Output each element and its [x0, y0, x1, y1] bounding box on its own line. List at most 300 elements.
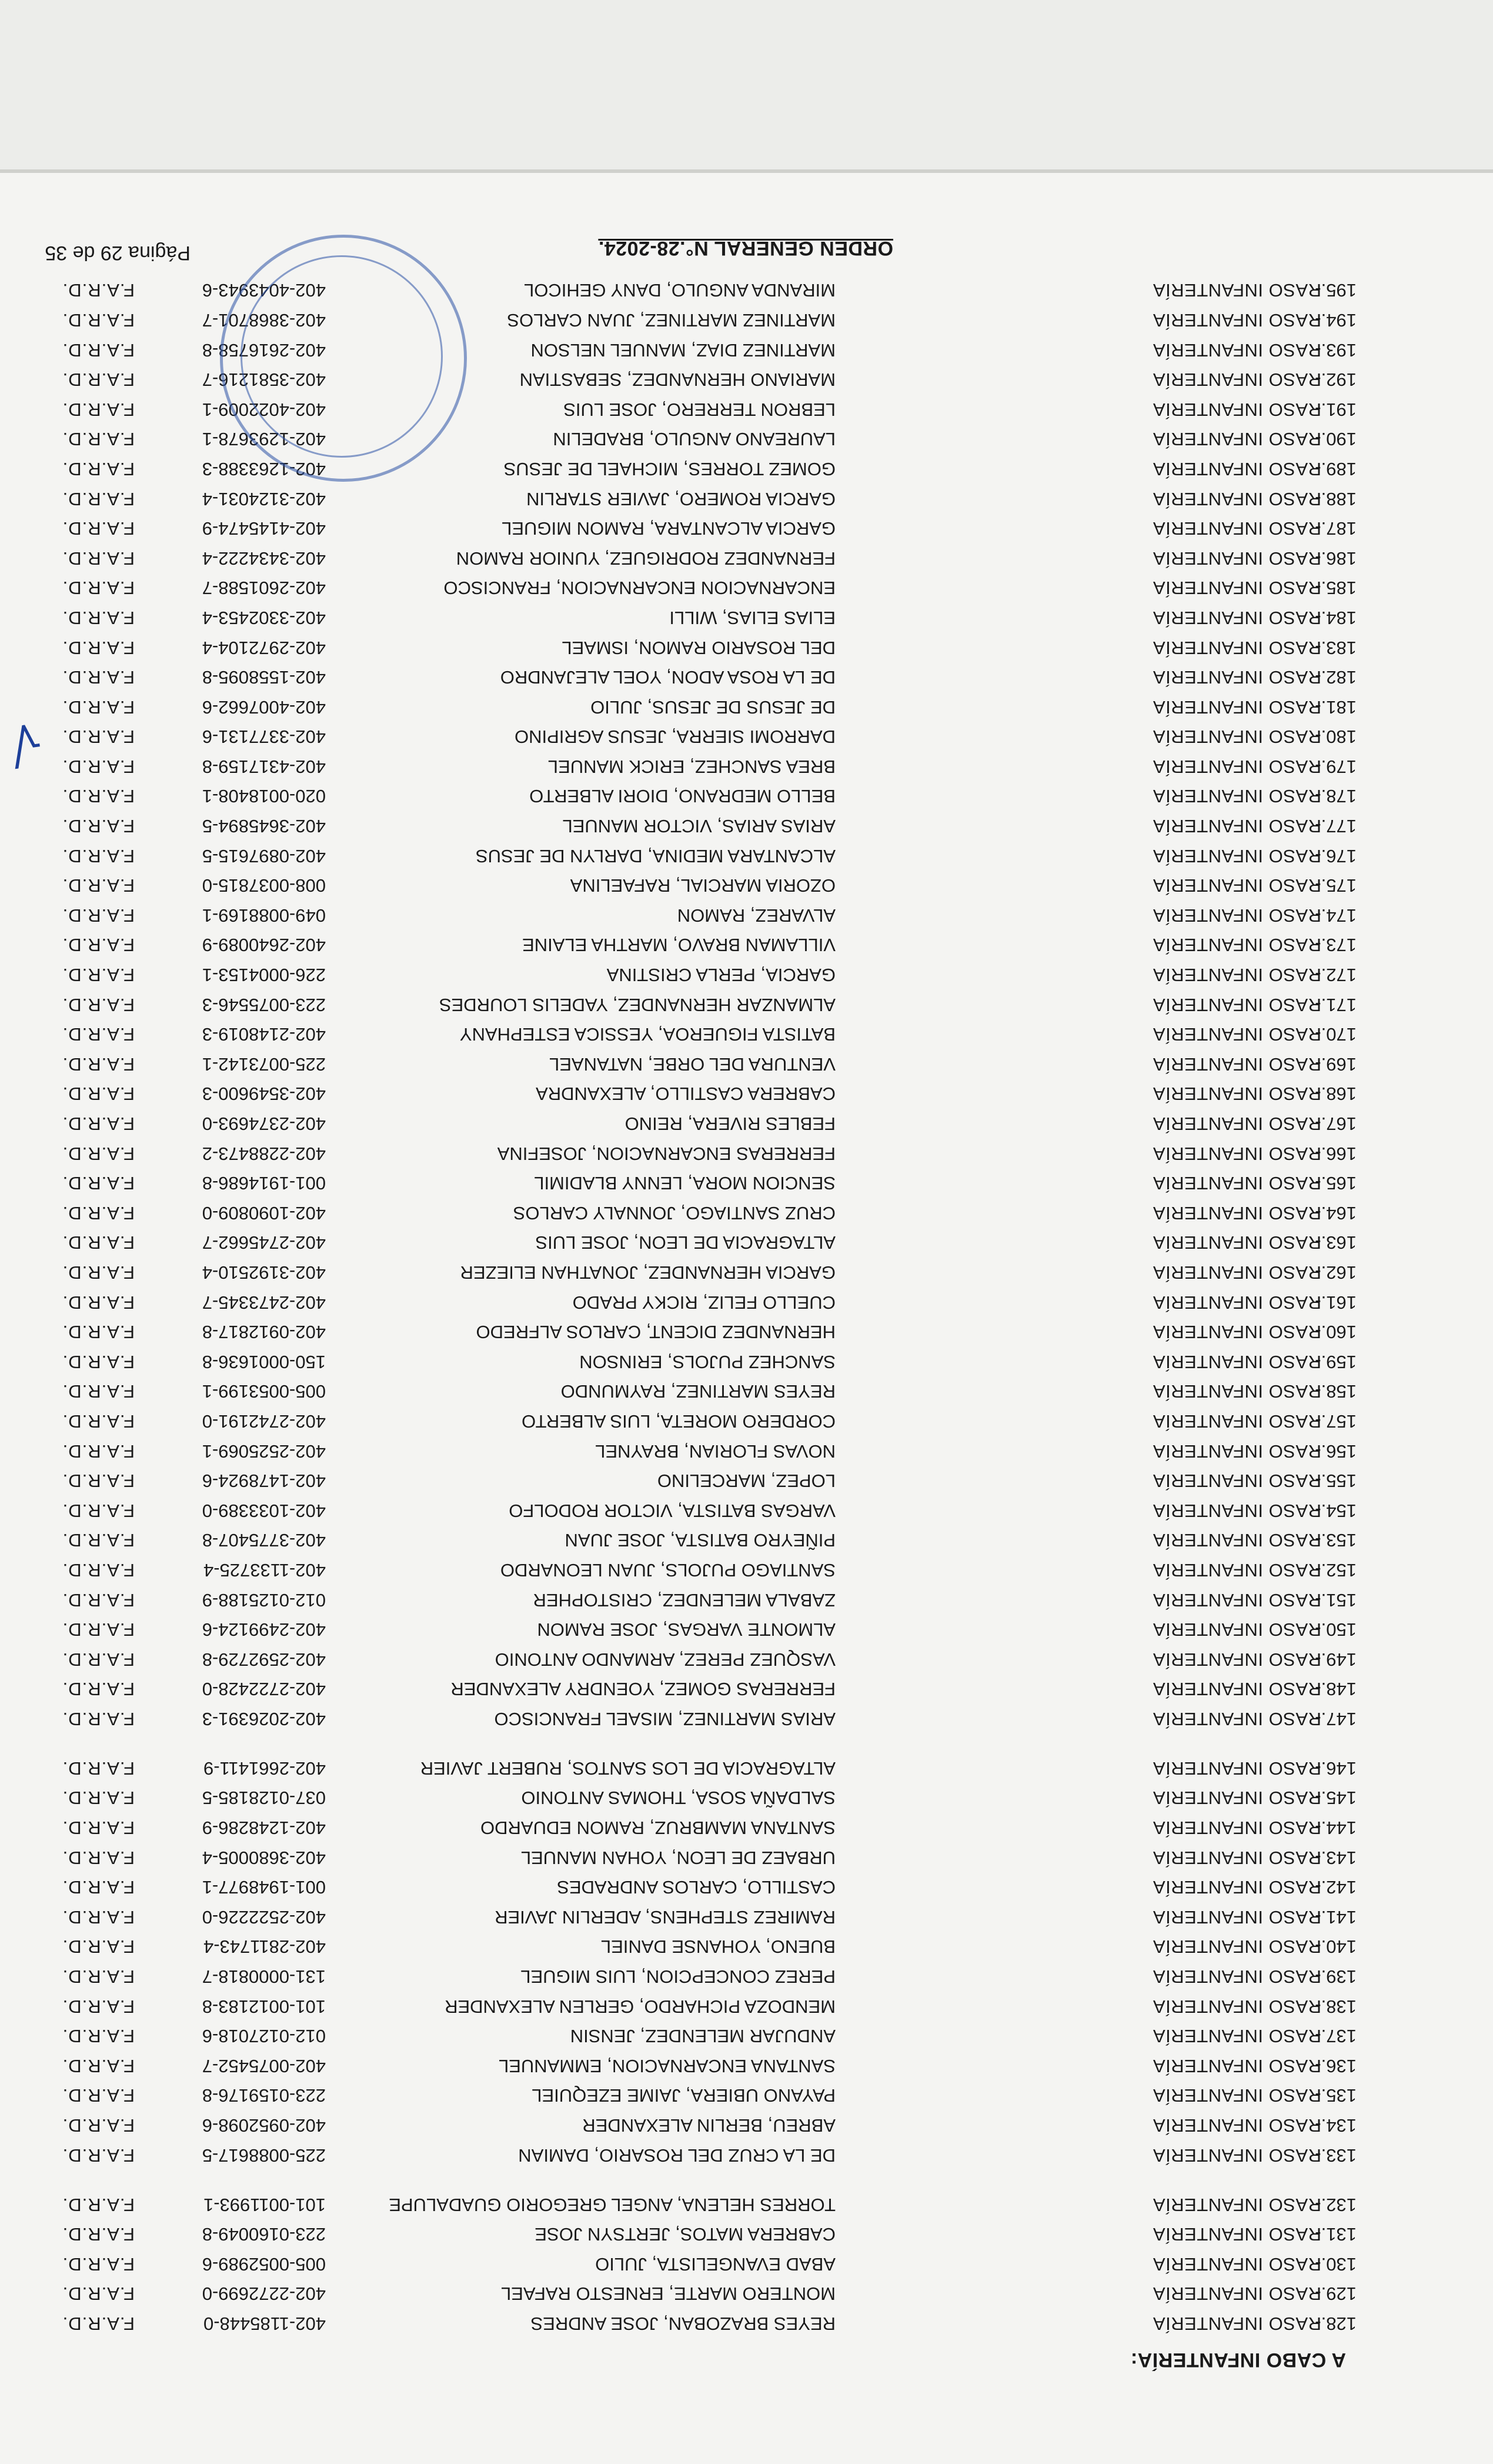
- row-id-number: 037-0128185-5: [202, 1788, 326, 1809]
- row-name: ANDUJAR MELENDEZ, JENSIN: [570, 2026, 836, 2047]
- row-name: SALDAÑA SOSA, THOMAS ANTONIO: [521, 1788, 836, 1809]
- row-institution: F.A.R.D.: [62, 369, 135, 391]
- row-id-number: 402-2722428-0: [202, 1679, 326, 1700]
- row-number: 179.-: [1315, 756, 1357, 777]
- row-name: ABREU, BERLIN ALEXANDER: [582, 2115, 836, 2136]
- row-number: 165.-: [1315, 1173, 1357, 1194]
- row-number: 154.-: [1315, 1500, 1357, 1521]
- row-id-number: 402-3377131-6: [202, 726, 326, 748]
- row-rank: RASO INFANTERÍA: [1153, 1679, 1321, 1700]
- handwritten-check-mark: √: [7, 712, 45, 774]
- row-name: VASQUEZ PEREZ, ARMANDO ANTONIO: [495, 1649, 836, 1670]
- list-row: [0, 1673, 1493, 1703]
- list-row: [0, 1960, 1493, 1990]
- row-name: VENTURA DEL ORBE, NATANAEL: [549, 1053, 836, 1075]
- row-number: 180.-: [1315, 726, 1357, 748]
- row-number: 148.-: [1315, 1679, 1357, 1700]
- row-institution: F.A.R.D.: [62, 2283, 135, 2305]
- row-id-number: 402-0075452-7: [202, 2055, 326, 2076]
- row-name: PAYANO UBIERA, JAIME EZEQUIEL: [532, 2085, 836, 2106]
- list-row: [0, 1990, 1493, 2020]
- row-number: 182.-: [1315, 667, 1357, 688]
- row-rank: RASO INFANTERÍA: [1153, 1441, 1321, 1462]
- row-number: 166.-: [1315, 1143, 1357, 1164]
- row-name: ENCARNACION ENCARNACION, FRANCISCO: [443, 578, 836, 599]
- row-name: ARIAS ARIAS, VICTOR MANUEL: [562, 816, 836, 837]
- list-row: [0, 1108, 1493, 1138]
- row-rank: RASO INFANTERÍA: [1153, 1173, 1321, 1194]
- row-institution: F.A.R.D.: [62, 1143, 135, 1164]
- row-name: DE LA ROSA ADON, YOEL ALEJANDRO: [500, 667, 836, 688]
- row-number: 153.-: [1315, 1530, 1357, 1551]
- row-institution: F.A.R.D.: [62, 1877, 135, 1898]
- row-id-number: 223-0160049-8: [202, 2224, 326, 2245]
- row-name: CUELLO FELIZ, RICKY PRADO: [572, 1292, 836, 1313]
- list-row: [0, 1256, 1493, 1286]
- row-institution: F.A.R.D.: [62, 280, 135, 301]
- row-id-number: 402-1263388-3: [202, 458, 326, 479]
- list-row: [0, 1931, 1493, 1961]
- row-institution: F.A.R.D.: [62, 310, 135, 331]
- row-id-number: 402-3549600-3: [202, 1083, 326, 1105]
- row-id-number: 402-4022009-1: [202, 399, 326, 420]
- row-name: VARGAS BATISTA, VICTOR RODOLFO: [509, 1500, 836, 1521]
- row-institution: F.A.R.D.: [62, 578, 135, 599]
- page-edge: [0, 169, 1493, 173]
- row-institution: F.A.R.D.: [62, 637, 135, 658]
- row-id-number: 226-0004153-1: [202, 965, 326, 986]
- row-name: ALTAGRACIA DE LOS SANTOS, RUBERT JAVIER: [420, 1758, 836, 1779]
- list-row: [0, 2080, 1493, 2110]
- row-name: MARIANO HERNANDEZ, SEBASTIAN: [519, 369, 836, 391]
- row-name: PEREZ CONCEPCION, LUIS MIGUEL: [520, 1966, 836, 1988]
- row-institution: F.A.R.D.: [62, 1818, 135, 1839]
- row-name: REYES MARTINEZ, RAYMUNDO: [560, 1381, 836, 1402]
- row-name: SENCION MORA, LENNY BLADIMIL: [534, 1173, 836, 1194]
- row-id-number: 402-2972104-4: [202, 637, 326, 658]
- row-number: 167.-: [1315, 1113, 1357, 1135]
- row-number: 151.-: [1315, 1589, 1357, 1611]
- row-name: GARCIA, PERLA CRISTINA: [606, 965, 836, 986]
- row-name: URBAEZ DE LEON, YOHAN MANUEL: [520, 1847, 836, 1868]
- list-row: [0, 1643, 1493, 1673]
- row-name: MONTERO MARTE, ERNESTO RAFAEL: [500, 2283, 836, 2305]
- row-institution: F.A.R.D.: [62, 2055, 135, 2076]
- list-row: [0, 275, 1493, 305]
- list-row: [0, 2139, 1493, 2169]
- list-row: [0, 1138, 1493, 1168]
- row-name: BREA SANCHEZ, ERICK MANUEL: [547, 756, 836, 777]
- row-number: 164.-: [1315, 1202, 1357, 1223]
- row-institution: F.A.R.D.: [62, 518, 135, 539]
- row-name: BATISTA FIGUEROA, YESSICA ESTEPHANY: [459, 1024, 836, 1045]
- row-number: 186.-: [1315, 548, 1357, 569]
- row-number: 170.-: [1315, 1024, 1357, 1045]
- row-id-number: 402-2640089-9: [202, 935, 326, 956]
- row-institution: F.A.R.D.: [62, 607, 135, 628]
- row-institution: F.A.R.D.: [62, 1411, 135, 1432]
- row-id-number: 402-3434222-4: [202, 548, 326, 569]
- row-rank: RASO INFANTERÍA: [1153, 667, 1321, 688]
- row-number: 187.-: [1315, 518, 1357, 539]
- row-id-number: 001-1914686-8: [202, 1173, 326, 1194]
- list-row: [0, 2248, 1493, 2278]
- row-rank: RASO INFANTERÍA: [1153, 935, 1321, 956]
- list-row: [0, 899, 1493, 929]
- row-institution: F.A.R.D.: [62, 1679, 135, 1700]
- row-name: LAUREANO ANGULO, BRADELIN: [553, 429, 836, 450]
- list-row: [0, 840, 1493, 870]
- row-name: LEBRON TERRERO, JOSE LUIS: [563, 399, 836, 420]
- row-rank: RASO INFANTERÍA: [1153, 1589, 1321, 1611]
- list-row: [0, 632, 1493, 662]
- row-institution: F.A.R.D.: [62, 2313, 135, 2334]
- row-number: 195.-: [1315, 280, 1357, 301]
- row-id-number: 402-1248286-9: [202, 1818, 326, 1839]
- row-institution: F.A.R.D.: [62, 1847, 135, 1868]
- row-institution: F.A.R.D.: [62, 1232, 135, 1253]
- row-rank: RASO INFANTERÍA: [1153, 429, 1321, 450]
- row-rank: RASO INFANTERÍA: [1153, 994, 1321, 1015]
- row-id-number: 402-1185448-0: [203, 2313, 326, 2334]
- row-name: REYES BRAZOBAN, JOSE ANDRES: [530, 2313, 836, 2334]
- row-number: 190.-: [1315, 429, 1357, 450]
- row-rank: RASO INFANTERÍA: [1153, 2085, 1321, 2106]
- row-institution: F.A.R.D.: [62, 1530, 135, 1551]
- row-name: MARTINEZ DIAZ, MANUEL NELSON: [530, 339, 836, 361]
- row-rank: RASO INFANTERÍA: [1153, 965, 1321, 986]
- row-rank: RASO INFANTERÍA: [1153, 1788, 1321, 1809]
- row-number: 175.-: [1315, 875, 1357, 896]
- row-institution: F.A.R.D.: [62, 816, 135, 837]
- row-number: 134.-: [1315, 2115, 1357, 2136]
- row-rank: RASO INFANTERÍA: [1153, 726, 1321, 748]
- row-institution: F.A.R.D.: [62, 667, 135, 688]
- row-id-number: 012-0125188-9: [202, 1589, 326, 1611]
- list-row: [0, 1782, 1493, 1812]
- list-row: [0, 2050, 1493, 2080]
- row-institution: F.A.R.D.: [62, 2253, 135, 2275]
- row-name: TORRES HELENA, ANGEL GREGORIO GUADALUPE: [389, 2194, 836, 2215]
- row-rank: RASO INFANTERÍA: [1153, 1559, 1321, 1581]
- row-number: 191.-: [1315, 399, 1357, 420]
- row-id-number: 402-4145474-9: [202, 518, 326, 539]
- list-row: [0, 1584, 1493, 1614]
- row-rank: RASO INFANTERÍA: [1153, 1758, 1321, 1779]
- list-row: [0, 1872, 1493, 1902]
- row-number: 143.-: [1315, 1847, 1357, 1868]
- row-number: 178.-: [1315, 786, 1357, 807]
- row-name: BELLO MEDRANO, DIORI ALBERTO: [529, 786, 836, 807]
- row-rank: RASO INFANTERÍA: [1153, 1996, 1321, 2017]
- row-institution: F.A.R.D.: [62, 1083, 135, 1105]
- row-rank: RASO INFANTERÍA: [1153, 2055, 1321, 2076]
- row-institution: F.A.R.D.: [62, 1381, 135, 1402]
- row-institution: F.A.R.D.: [62, 1202, 135, 1223]
- list-row: [0, 1901, 1493, 1931]
- row-id-number: 402-3645894-5: [202, 816, 326, 837]
- row-institution: F.A.R.D.: [62, 1173, 135, 1194]
- list-row: [0, 691, 1493, 721]
- row-rank: RASO INFANTERÍA: [1153, 1471, 1321, 1492]
- row-rank: RASO INFANTERÍA: [1153, 1351, 1321, 1372]
- page-margin: [0, 0, 1493, 169]
- list-row: [0, 2308, 1493, 2338]
- list-row: [0, 989, 1493, 1019]
- row-id-number: 402-2499124-6: [202, 1619, 326, 1641]
- row-name: RAMIREZ STEPHENS, ADERLIN JAVIER: [495, 1906, 836, 1928]
- list-row: [0, 2219, 1493, 2249]
- row-number: 184.-: [1315, 607, 1357, 628]
- row-rank: RASO INFANTERÍA: [1153, 488, 1321, 509]
- row-number: 176.-: [1315, 845, 1357, 866]
- row-id-number: 005-0052989-6: [202, 2253, 326, 2275]
- document-title: ORDEN GENERAL N°.28-2024.: [598, 237, 893, 259]
- row-number: 139.-: [1315, 1966, 1357, 1988]
- row-id-number: 402-3581216-7: [202, 369, 326, 391]
- list-row: [0, 1048, 1493, 1078]
- row-rank: RASO INFANTERÍA: [1153, 369, 1321, 391]
- row-name: SANTANA MAMBRUZ, RAMON EDUARDO: [480, 1818, 836, 1839]
- row-number: 169.-: [1315, 1053, 1357, 1075]
- row-rank: RASO INFANTERÍA: [1153, 2115, 1321, 2136]
- row-name: ALVAREZ, RAMON: [677, 905, 836, 926]
- row-name: GARCIA ROMERO, JAVIER STARLIN: [526, 488, 836, 509]
- row-id-number: 402-2522226-0: [202, 1906, 326, 1928]
- row-institution: F.A.R.D.: [62, 458, 135, 479]
- row-number: 129.-: [1315, 2283, 1357, 2305]
- row-number: 149.-: [1315, 1649, 1357, 1670]
- row-institution: F.A.R.D.: [62, 339, 135, 361]
- row-rank: RASO INFANTERÍA: [1153, 1500, 1321, 1521]
- row-id-number: 402-2525069-1: [202, 1441, 326, 1462]
- row-number: 156.-: [1315, 1441, 1357, 1462]
- row-rank: RASO INFANTERÍA: [1153, 1024, 1321, 1045]
- row-rank: RASO INFANTERÍA: [1153, 2283, 1321, 2305]
- row-number: 174.-: [1315, 905, 1357, 926]
- list-row: [0, 781, 1493, 811]
- row-institution: F.A.R.D.: [62, 1589, 135, 1611]
- list-row: [0, 2278, 1493, 2308]
- row-institution: F.A.R.D.: [62, 845, 135, 866]
- row-name: ARIAS MARTINEZ, MISAEL FRANCISCO: [494, 1708, 836, 1729]
- list-row: [0, 870, 1493, 900]
- row-name: MARTINEZ MARTINEZ, JUAN CARLOS: [507, 310, 836, 331]
- row-number: 168.-: [1315, 1083, 1357, 1105]
- list-row: [0, 1703, 1493, 1733]
- row-number: 173.-: [1315, 935, 1357, 956]
- list-row: [0, 1554, 1493, 1584]
- row-name: ALCANTARA MEDINA, DARLYN DE JESUS: [475, 845, 836, 866]
- row-name: PIÑEYRO BATISTA, JOSE JUAN: [565, 1530, 836, 1551]
- row-rank: RASO INFANTERÍA: [1153, 696, 1321, 718]
- row-number: 188.-: [1315, 488, 1357, 509]
- list-row: [0, 1168, 1493, 1198]
- row-id-number: 008-0037815-0: [202, 875, 326, 896]
- row-number: 136.-: [1315, 2055, 1357, 2076]
- row-name: OZORIA MARCIAL, RAFAELINA: [570, 875, 836, 896]
- row-institution: F.A.R.D.: [62, 1500, 135, 1521]
- row-number: 185.-: [1315, 578, 1357, 599]
- row-rank: RASO INFANTERÍA: [1153, 548, 1321, 569]
- row-name: CASTILLO, CARLOS ANDRADES: [557, 1877, 836, 1898]
- row-rank: RASO INFANTERÍA: [1153, 1619, 1321, 1641]
- list-row: [0, 1525, 1493, 1555]
- row-id-number: 402-4317159-8: [202, 756, 326, 777]
- row-name: CABRERA CASTILLO, ALEXANDRA: [536, 1083, 836, 1105]
- row-id-number: 049-0088169-1: [202, 905, 326, 926]
- row-name: GOMEZ TORRES, MICHAEL DE JESUS: [503, 458, 836, 479]
- row-id-number: 402-2288473-2: [202, 1143, 326, 1164]
- row-name: DARROMI SIERRA, JESUS AGRIPINO: [514, 726, 836, 748]
- row-institution: F.A.R.D.: [62, 1351, 135, 1372]
- list-row: [0, 1078, 1493, 1108]
- row-id-number: 402-1293678-1: [202, 429, 326, 450]
- list-row: [0, 1019, 1493, 1049]
- row-id-number: 402-2272699-0: [202, 2283, 326, 2305]
- list-row: [0, 2109, 1493, 2139]
- row-rank: RASO INFANTERÍA: [1153, 339, 1321, 361]
- row-id-number: 402-3124031-4: [202, 488, 326, 509]
- row-rank: RASO INFANTERÍA: [1153, 399, 1321, 420]
- row-institution: F.A.R.D.: [62, 1996, 135, 2017]
- row-name: FEBLES RIVERA, REINO: [624, 1113, 836, 1135]
- row-name: MIRANDA ANGULO, DANY GEHICOL: [524, 280, 836, 301]
- row-institution: F.A.R.D.: [62, 696, 135, 718]
- row-number: 146.-: [1315, 1758, 1357, 1779]
- row-number: 142.-: [1315, 1877, 1357, 1898]
- list-row: [0, 1197, 1493, 1227]
- list-row: [0, 2169, 1493, 2219]
- row-id-number: 402-4007662-6: [202, 696, 326, 718]
- row-number: 189.-: [1315, 458, 1357, 479]
- row-rank: RASO INFANTERÍA: [1153, 1847, 1321, 1868]
- row-rank: RASO INFANTERÍA: [1153, 875, 1321, 896]
- row-rank: RASO INFANTERÍA: [1153, 607, 1321, 628]
- row-rank: RASO INFANTERÍA: [1153, 1322, 1321, 1343]
- row-institution: F.A.R.D.: [62, 786, 135, 807]
- row-rank: RASO INFANTERÍA: [1153, 578, 1321, 599]
- row-number: 194.-: [1315, 310, 1357, 331]
- row-id-number: 020-0018408-1: [202, 786, 326, 807]
- row-id-number: 402-0952098-6: [202, 2115, 326, 2136]
- row-rank: RASO INFANTERÍA: [1153, 1966, 1321, 1988]
- row-id-number: 402-3775407-8: [202, 1530, 326, 1551]
- row-name: MENDOZA PICHARDO, GERLEN ALEXANDER: [445, 1996, 836, 2017]
- row-id-number: 005-0053199-1: [202, 1381, 326, 1402]
- row-name: ZABALA MELENDEZ, CRISTOPHER: [533, 1589, 836, 1611]
- row-institution: F.A.R.D.: [62, 965, 135, 986]
- row-number: 157.-: [1315, 1411, 1357, 1432]
- row-institution: F.A.R.D.: [62, 2115, 135, 2136]
- row-rank: RASO INFANTERÍA: [1153, 1818, 1321, 1839]
- row-number: 171.-: [1315, 994, 1357, 1015]
- row-id-number: 225-0088617-5: [202, 2145, 326, 2166]
- row-institution: F.A.R.D.: [62, 1053, 135, 1075]
- row-name: SANTIAGO PUJOLS, JUAN LEONARDO: [500, 1559, 836, 1581]
- row-name: BUENO, YOHANSE DANIEL: [600, 1936, 836, 1958]
- row-number: 160.-: [1315, 1322, 1357, 1343]
- row-number: 140.-: [1315, 1936, 1357, 1958]
- row-rank: RASO INFANTERÍA: [1153, 2224, 1321, 2245]
- row-institution: F.A.R.D.: [62, 1758, 135, 1779]
- row-id-number: 402-3192510-4: [202, 1262, 326, 1283]
- row-institution: F.A.R.D.: [62, 994, 135, 1015]
- row-number: 159.-: [1315, 1351, 1357, 1372]
- row-id-number: 402-0912817-8: [202, 1322, 326, 1343]
- row-name: FERRERAS ENCARNACION, JOSEFINA: [497, 1143, 836, 1164]
- list-row: [0, 662, 1493, 692]
- row-rank: RASO INFANTERÍA: [1153, 1083, 1321, 1105]
- row-name: ALTAGRACIA DE LEON, JOSE LUIS: [535, 1232, 836, 1253]
- row-rank: RASO INFANTERÍA: [1153, 1292, 1321, 1313]
- row-number: 132.-: [1315, 2194, 1357, 2215]
- row-number: 161.-: [1315, 1292, 1357, 1313]
- row-rank: RASO INFANTERÍA: [1153, 637, 1321, 658]
- list-row: [0, 542, 1493, 572]
- row-number: 181.-: [1315, 696, 1357, 718]
- row-rank: RASO INFANTERÍA: [1153, 816, 1321, 837]
- list-row: [0, 1286, 1493, 1316]
- row-id-number: 012-0127018-6: [202, 2026, 326, 2047]
- row-number: 145.-: [1315, 1788, 1357, 1809]
- row-institution: F.A.R.D.: [62, 548, 135, 569]
- row-number: 128.-: [1315, 2313, 1357, 2334]
- row-institution: F.A.R.D.: [62, 2224, 135, 2245]
- row-rank: RASO INFANTERÍA: [1153, 1877, 1321, 1898]
- row-number: 193.-: [1315, 339, 1357, 361]
- row-number: 163.-: [1315, 1232, 1357, 1253]
- list-row: [0, 602, 1493, 632]
- row-number: 130.-: [1315, 2253, 1357, 2275]
- row-institution: F.A.R.D.: [62, 2026, 135, 2047]
- row-rank: RASO INFANTERÍA: [1153, 1411, 1321, 1432]
- row-id-number: 223-0075546-3: [202, 994, 326, 1015]
- row-institution: F.A.R.D.: [62, 1649, 135, 1670]
- row-name: ELIAS ELIAS, WILLI: [669, 607, 836, 628]
- row-number: 138.-: [1315, 1996, 1357, 2017]
- row-rank: RASO INFANTERÍA: [1153, 1530, 1321, 1551]
- row-name: ABAD EVANGELISTA, JULIO: [595, 2253, 836, 2275]
- row-number: 133.-: [1315, 2145, 1357, 2166]
- row-rank: RASO INFANTERÍA: [1153, 310, 1321, 331]
- row-institution: F.A.R.D.: [62, 1441, 135, 1462]
- row-rank: RASO INFANTERÍA: [1153, 1143, 1321, 1164]
- row-rank: RASO INFANTERÍA: [1153, 1113, 1321, 1135]
- row-institution: F.A.R.D.: [62, 1024, 135, 1045]
- row-number: 144.-: [1315, 1818, 1357, 1839]
- list-row: [0, 811, 1493, 841]
- row-name: FERNANDEZ RODRIGUEZ, YUNIOR RAMON: [456, 548, 836, 569]
- row-name: ALMANZAR HERNANDEZ, YADELIS LOURDES: [439, 994, 836, 1015]
- row-name: LOPEZ, MARCELINO: [657, 1471, 836, 1492]
- row-rank: RASO INFANTERÍA: [1153, 756, 1321, 777]
- row-number: 172.-: [1315, 965, 1357, 986]
- row-rank: RASO INFANTERÍA: [1153, 845, 1321, 866]
- row-institution: F.A.R.D.: [62, 726, 135, 748]
- row-id-number: 402-1478924-6: [202, 1471, 326, 1492]
- row-rank: RASO INFANTERÍA: [1153, 1649, 1321, 1670]
- row-id-number: 402-2811743-4: [203, 1936, 326, 1958]
- list-row: [0, 1812, 1493, 1842]
- row-institution: F.A.R.D.: [62, 1322, 135, 1343]
- row-name: DE JESUS DE JESUS, JULIO: [590, 696, 836, 718]
- row-institution: F.A.R.D.: [62, 905, 135, 926]
- page-number: Página 29 de 35: [45, 242, 191, 264]
- row-institution: F.A.R.D.: [62, 488, 135, 509]
- row-id-number: 402-2026391-3: [202, 1708, 326, 1729]
- row-institution: F.A.R.D.: [62, 875, 135, 896]
